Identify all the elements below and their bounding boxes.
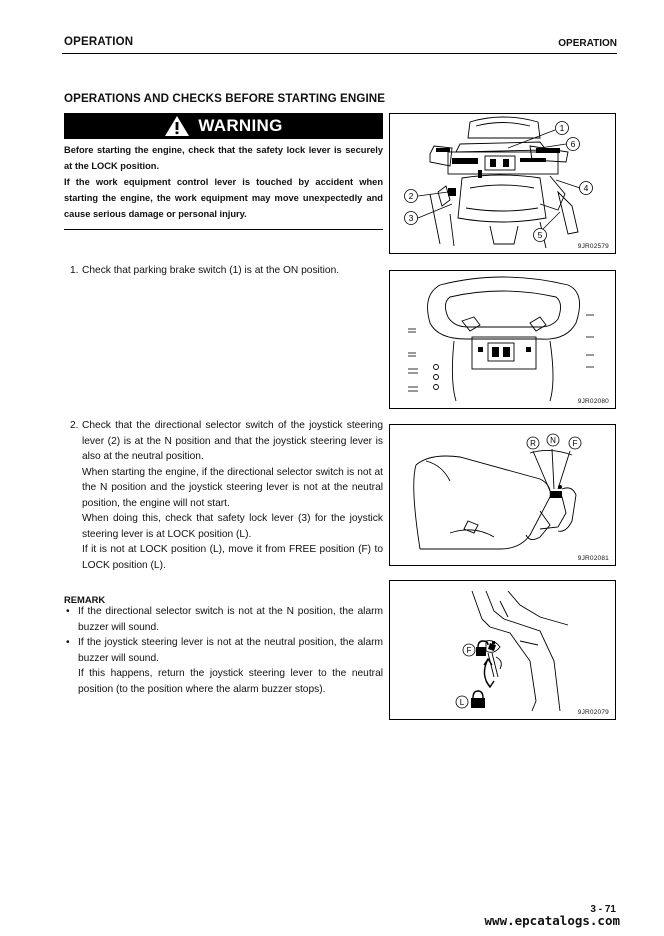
warning-label: WARNING bbox=[198, 116, 283, 135]
warning-bottom-rule bbox=[64, 229, 383, 230]
step-text: Check that the directional selector switch of the joystick steering lever (2) is at the N position and that the joystick steering lever is also at the neutral position. bbox=[82, 420, 383, 462]
joystick-drawing bbox=[390, 425, 615, 565]
figure-code: 9JR02579 bbox=[577, 243, 609, 250]
step-number: 2. bbox=[70, 420, 79, 431]
remark-list bbox=[64, 604, 383, 697]
callout-3: 3 bbox=[408, 213, 414, 223]
callout-r: R bbox=[530, 439, 536, 448]
remark-text: If the directional selector switch is not at the N position, the alarm buzzer will sound. bbox=[78, 606, 383, 633]
callout-2: 2 bbox=[408, 191, 414, 201]
warning-paragraph-1: Before starting the engine, check that the safety lock lever is securely at the LOCK position. bbox=[64, 145, 383, 171]
warning-text bbox=[64, 142, 383, 222]
warning-paragraph-2: If the work equipment control lever is touched by accident when starting the engine, the work equipment may move unexpectedly and cause serious damage or personal injury. bbox=[64, 177, 383, 219]
figure-code: 9JR02080 bbox=[577, 398, 609, 405]
remark-text: If the joystick steering lever is not at the neutral position, the alarm buzzer will sound. bbox=[78, 637, 383, 664]
figure-parking-brake-switch bbox=[389, 270, 616, 409]
step-text: When starting the engine, if the directional selector switch is not at the N position and the joystick steering lever is not at the neutral position, the engine will not start. bbox=[82, 466, 383, 509]
figure-safety-lock-lever bbox=[389, 580, 616, 720]
section-title: OPERATIONS AND CHECKS BEFORE STARTING ENGINE bbox=[64, 92, 386, 105]
remark-item bbox=[64, 604, 383, 635]
callout-n: N bbox=[550, 436, 556, 445]
step-1 bbox=[70, 263, 383, 279]
page-number: 3 - 71 bbox=[590, 904, 616, 915]
bullet-icon: • bbox=[66, 606, 70, 617]
bullet-icon: • bbox=[66, 637, 70, 648]
callout-l-lock: L bbox=[459, 698, 465, 707]
figure-cab-overview bbox=[389, 113, 616, 254]
safety-lock-drawing bbox=[390, 581, 615, 719]
remark-item bbox=[64, 635, 383, 697]
header-divider bbox=[62, 53, 617, 54]
footer-website: www.epcatalogs.com bbox=[484, 913, 620, 928]
figure-code: 9JR02079 bbox=[577, 709, 609, 716]
callout-f: F bbox=[572, 439, 578, 448]
step-text: When doing this, check that safety lock lever (3) for the joystick steering lever is at LOCK position (L). bbox=[82, 513, 383, 540]
callout-4: 4 bbox=[583, 183, 589, 193]
step-text: If it is not at LOCK position (L), move it from FREE position (F) to LOCK position (L). bbox=[82, 544, 383, 571]
figure-joystick-lever bbox=[389, 424, 616, 566]
warning-banner bbox=[64, 113, 383, 139]
figure-code: 9JR02081 bbox=[577, 555, 609, 562]
callout-f-free: F bbox=[466, 646, 472, 655]
remark-text: If this happens, return the joystick steering lever to the neutral position (to the position where the alarm buzzer stops). bbox=[78, 668, 383, 695]
callout-6: 6 bbox=[570, 139, 576, 149]
callout-1: 1 bbox=[559, 123, 565, 133]
remark-heading: REMARK bbox=[64, 594, 106, 605]
cab-overview-drawing bbox=[390, 114, 615, 253]
header-left-title: OPERATION bbox=[64, 36, 134, 48]
parking-brake-drawing bbox=[390, 271, 615, 408]
step-number: 1. bbox=[70, 265, 79, 276]
header-right-title: OPERATION bbox=[558, 38, 617, 49]
locked-padlock-icon bbox=[471, 691, 485, 708]
step-text: Check that parking brake switch (1) is at the ON position. bbox=[82, 265, 340, 276]
callout-5: 5 bbox=[537, 230, 543, 240]
step-2 bbox=[70, 418, 383, 573]
warning-triangle-icon bbox=[164, 115, 190, 137]
